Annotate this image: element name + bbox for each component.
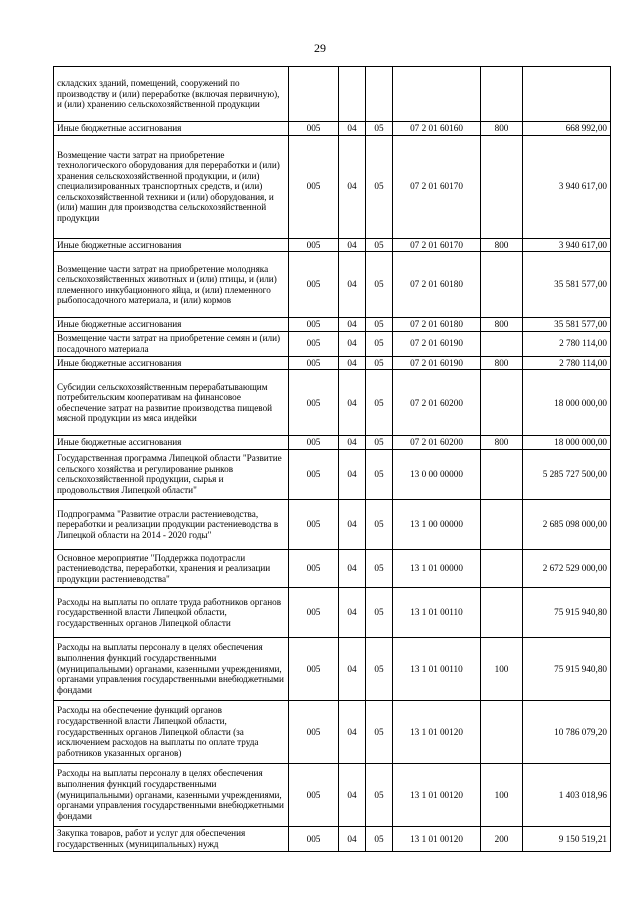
admin-code-cell: 005 (289, 549, 339, 587)
table-row (54, 370, 611, 436)
item-name-cell: Расходы на выплаты персоналу в целях обеспечения выполнения функций государственными (муниципальными) органами, казенными учреждениями, органами управления государственными внебюджетными фондами (54, 637, 289, 700)
expense-type-code-cell (481, 587, 523, 637)
item-name-cell: Возмещение части затрат на приобретение технологического оборудования для переработки и (или) хранения сельскохозяйственной продукции, и (или) специализированных транспортных средств, и (или) сельскохозяйственной техники и (или) оборудования, и (или) машин для производства сельскохозяйственной продукции (54, 135, 289, 238)
item-name-cell: Расходы на выплаты по оплате труда работников органов государственной власти Липецкой области, государственных органов Липецкой области (54, 587, 289, 637)
admin-code-cell: 005 (289, 587, 339, 637)
amount-cell: 2 780 114,00 (523, 331, 611, 356)
target-article-code-cell: 07 2 01 60180 (393, 318, 481, 332)
amount-cell: 2 780 114,00 (523, 356, 611, 370)
expense-type-code-cell (481, 67, 523, 122)
expense-type-code-cell (481, 549, 523, 587)
item-name-cell: Субсидии сельскохозяйственным перерабатывающим потребительским кооперативам на финансовое обеспечение затрат на развитие производства пищевой мясной продукции из мяса индейки (54, 370, 289, 436)
section-code-cell: 04 (339, 436, 366, 450)
subsection-code-cell: 05 (366, 449, 393, 499)
expense-type-code-cell: 100 (481, 637, 523, 700)
target-article-code-cell (393, 67, 481, 122)
admin-code-cell (289, 67, 339, 122)
section-code-cell: 04 (339, 549, 366, 587)
target-article-code-cell: 13 1 00 00000 (393, 499, 481, 549)
target-article-code-cell: 07 2 01 60200 (393, 436, 481, 450)
item-name-cell: Расходы на обеспечение функций органов государственной власти Липецкой области, государственных органов Липецкой области (за исключением расходов на выплаты по оплате труда работников указанных органов) (54, 700, 289, 763)
budget-table (53, 66, 611, 852)
section-code-cell: 04 (339, 318, 366, 332)
expense-type-code-cell: 200 (481, 826, 523, 851)
subsection-code-cell: 05 (366, 763, 393, 826)
item-name-cell: Иные бюджетные ассигнования (54, 318, 289, 332)
table-row (54, 826, 611, 851)
admin-code-cell: 005 (289, 318, 339, 332)
section-code-cell: 04 (339, 331, 366, 356)
table-row (54, 318, 611, 332)
subsection-code-cell: 05 (366, 700, 393, 763)
amount-cell: 2 672 529 000,00 (523, 549, 611, 587)
target-article-code-cell: 13 1 01 00110 (393, 637, 481, 700)
section-code-cell: 04 (339, 700, 366, 763)
expense-type-code-cell (481, 370, 523, 436)
target-article-code-cell: 13 1 01 00120 (393, 826, 481, 851)
table-row (54, 763, 611, 826)
amount-cell: 35 581 577,00 (523, 252, 611, 318)
amount-cell: 9 150 519,21 (523, 826, 611, 851)
amount-cell: 18 000 000,00 (523, 370, 611, 436)
target-article-code-cell: 13 0 00 00000 (393, 449, 481, 499)
table-row (54, 700, 611, 763)
item-name-cell: Государственная программа Липецкой области "Развитие сельского хозяйства и регулирование рынков сельскохозяйственной продукции, сырья и продовольствия Липецкой области" (54, 449, 289, 499)
admin-code-cell: 005 (289, 135, 339, 238)
section-code-cell: 04 (339, 356, 366, 370)
table-row (54, 238, 611, 252)
section-code-cell (339, 67, 366, 122)
target-article-code-cell: 13 1 01 00120 (393, 700, 481, 763)
table-row (54, 549, 611, 587)
table-row (54, 449, 611, 499)
expense-type-code-cell (481, 499, 523, 549)
section-code-cell: 04 (339, 135, 366, 238)
admin-code-cell: 005 (289, 700, 339, 763)
expense-type-code-cell: 800 (481, 356, 523, 370)
expense-type-code-cell: 800 (481, 318, 523, 332)
section-code-cell: 04 (339, 499, 366, 549)
admin-code-cell: 005 (289, 252, 339, 318)
subsection-code-cell: 05 (366, 587, 393, 637)
subsection-code-cell: 05 (366, 549, 393, 587)
table-row (54, 637, 611, 700)
target-article-code-cell: 07 2 01 60160 (393, 122, 481, 136)
target-article-code-cell: 13 1 01 00120 (393, 763, 481, 826)
item-name-cell: Возмещение части затрат на приобретение семян и (или) посадочного материала (54, 331, 289, 356)
item-name-cell: Подпрограмма "Развитие отрасли растениеводства, переработки и реализации продукции растениеводства в Липецкой области на 2014 - 2020 годы" (54, 499, 289, 549)
target-article-code-cell: 07 2 01 60190 (393, 331, 481, 356)
subsection-code-cell: 05 (366, 356, 393, 370)
section-code-cell: 04 (339, 238, 366, 252)
item-name-cell: Иные бюджетные ассигнования (54, 238, 289, 252)
item-name-cell: Иные бюджетные ассигнования (54, 356, 289, 370)
admin-code-cell: 005 (289, 637, 339, 700)
admin-code-cell: 005 (289, 826, 339, 851)
target-article-code-cell: 13 1 01 00000 (393, 549, 481, 587)
subsection-code-cell: 05 (366, 826, 393, 851)
item-name-cell: Иные бюджетные ассигнования (54, 436, 289, 450)
amount-cell: 3 940 617,00 (523, 135, 611, 238)
subsection-code-cell: 05 (366, 331, 393, 356)
admin-code-cell: 005 (289, 499, 339, 549)
expense-type-code-cell: 800 (481, 238, 523, 252)
admin-code-cell: 005 (289, 370, 339, 436)
target-article-code-cell: 07 2 01 60170 (393, 238, 481, 252)
item-name-cell: Возмещение части затрат на приобретение молодняка сельскохозяйственных животных и (или) птицы, и (или) племенного инкубационного яйца, и (или) племенного рыбопосадочного материала, и (или) кормов (54, 252, 289, 318)
target-article-code-cell: 07 2 01 60200 (393, 370, 481, 436)
expense-type-code-cell (481, 252, 523, 318)
expense-type-code-cell: 800 (481, 436, 523, 450)
table-row (54, 252, 611, 318)
subsection-code-cell (366, 67, 393, 122)
section-code-cell: 04 (339, 252, 366, 318)
expense-type-code-cell (481, 135, 523, 238)
amount-cell: 1 403 018,96 (523, 763, 611, 826)
table-row (54, 122, 611, 136)
subsection-code-cell: 05 (366, 637, 393, 700)
subsection-code-cell: 05 (366, 370, 393, 436)
item-name-cell: Основное мероприятие "Поддержка подотрасли растениеводства, переработки, хранения и реализации продукции растениеводства" (54, 549, 289, 587)
subsection-code-cell: 05 (366, 238, 393, 252)
subsection-code-cell: 05 (366, 252, 393, 318)
amount-cell: 5 285 727 500,00 (523, 449, 611, 499)
section-code-cell: 04 (339, 763, 366, 826)
admin-code-cell: 005 (289, 331, 339, 356)
section-code-cell: 04 (339, 637, 366, 700)
target-article-code-cell: 07 2 01 60180 (393, 252, 481, 318)
subsection-code-cell: 05 (366, 436, 393, 450)
amount-cell: 10 786 079,20 (523, 700, 611, 763)
amount-cell: 2 685 098 000,00 (523, 499, 611, 549)
admin-code-cell: 005 (289, 122, 339, 136)
expense-type-code-cell (481, 331, 523, 356)
target-article-code-cell: 13 1 01 00110 (393, 587, 481, 637)
section-code-cell: 04 (339, 122, 366, 136)
item-name-cell: Закупка товаров, работ и услуг для обеспечения государственных (муниципальных) нужд (54, 826, 289, 851)
admin-code-cell: 005 (289, 356, 339, 370)
expense-type-code-cell (481, 449, 523, 499)
item-name-cell: Иные бюджетные ассигнования (54, 122, 289, 136)
admin-code-cell: 005 (289, 238, 339, 252)
expense-type-code-cell: 800 (481, 122, 523, 136)
amount-cell: 75 915 940,80 (523, 637, 611, 700)
table-row (54, 331, 611, 356)
amount-cell: 35 581 577,00 (523, 318, 611, 332)
table-row (54, 587, 611, 637)
admin-code-cell: 005 (289, 436, 339, 450)
section-code-cell: 04 (339, 826, 366, 851)
item-name-cell: Расходы на выплаты персоналу в целях обеспечения выполнения функций государственными (муниципальными) органами, казенными учреждениями, органами управления государственными внебюджетными фондами (54, 763, 289, 826)
admin-code-cell: 005 (289, 449, 339, 499)
amount-cell: 75 915 940,80 (523, 587, 611, 637)
section-code-cell: 04 (339, 449, 366, 499)
target-article-code-cell: 07 2 01 60170 (393, 135, 481, 238)
table-row (54, 436, 611, 450)
section-code-cell: 04 (339, 370, 366, 436)
table-row (54, 135, 611, 238)
item-name-cell: складских зданий, помещений, сооружений по производству и (или) переработке (включая первичную), и (или) хранению сельскохозяйственной продукции (54, 67, 289, 122)
expense-type-code-cell: 100 (481, 763, 523, 826)
table-row (54, 499, 611, 549)
expense-type-code-cell (481, 700, 523, 763)
table-row (54, 67, 611, 122)
amount-cell: 3 940 617,00 (523, 238, 611, 252)
subsection-code-cell: 05 (366, 318, 393, 332)
section-code-cell: 04 (339, 587, 366, 637)
target-article-code-cell: 07 2 01 60190 (393, 356, 481, 370)
amount-cell (523, 67, 611, 122)
admin-code-cell: 005 (289, 763, 339, 826)
subsection-code-cell: 05 (366, 122, 393, 136)
amount-cell: 18 000 000,00 (523, 436, 611, 450)
amount-cell: 668 992,00 (523, 122, 611, 136)
subsection-code-cell: 05 (366, 499, 393, 549)
table-row (54, 356, 611, 370)
page-number: 29 (314, 41, 326, 55)
subsection-code-cell: 05 (366, 135, 393, 238)
